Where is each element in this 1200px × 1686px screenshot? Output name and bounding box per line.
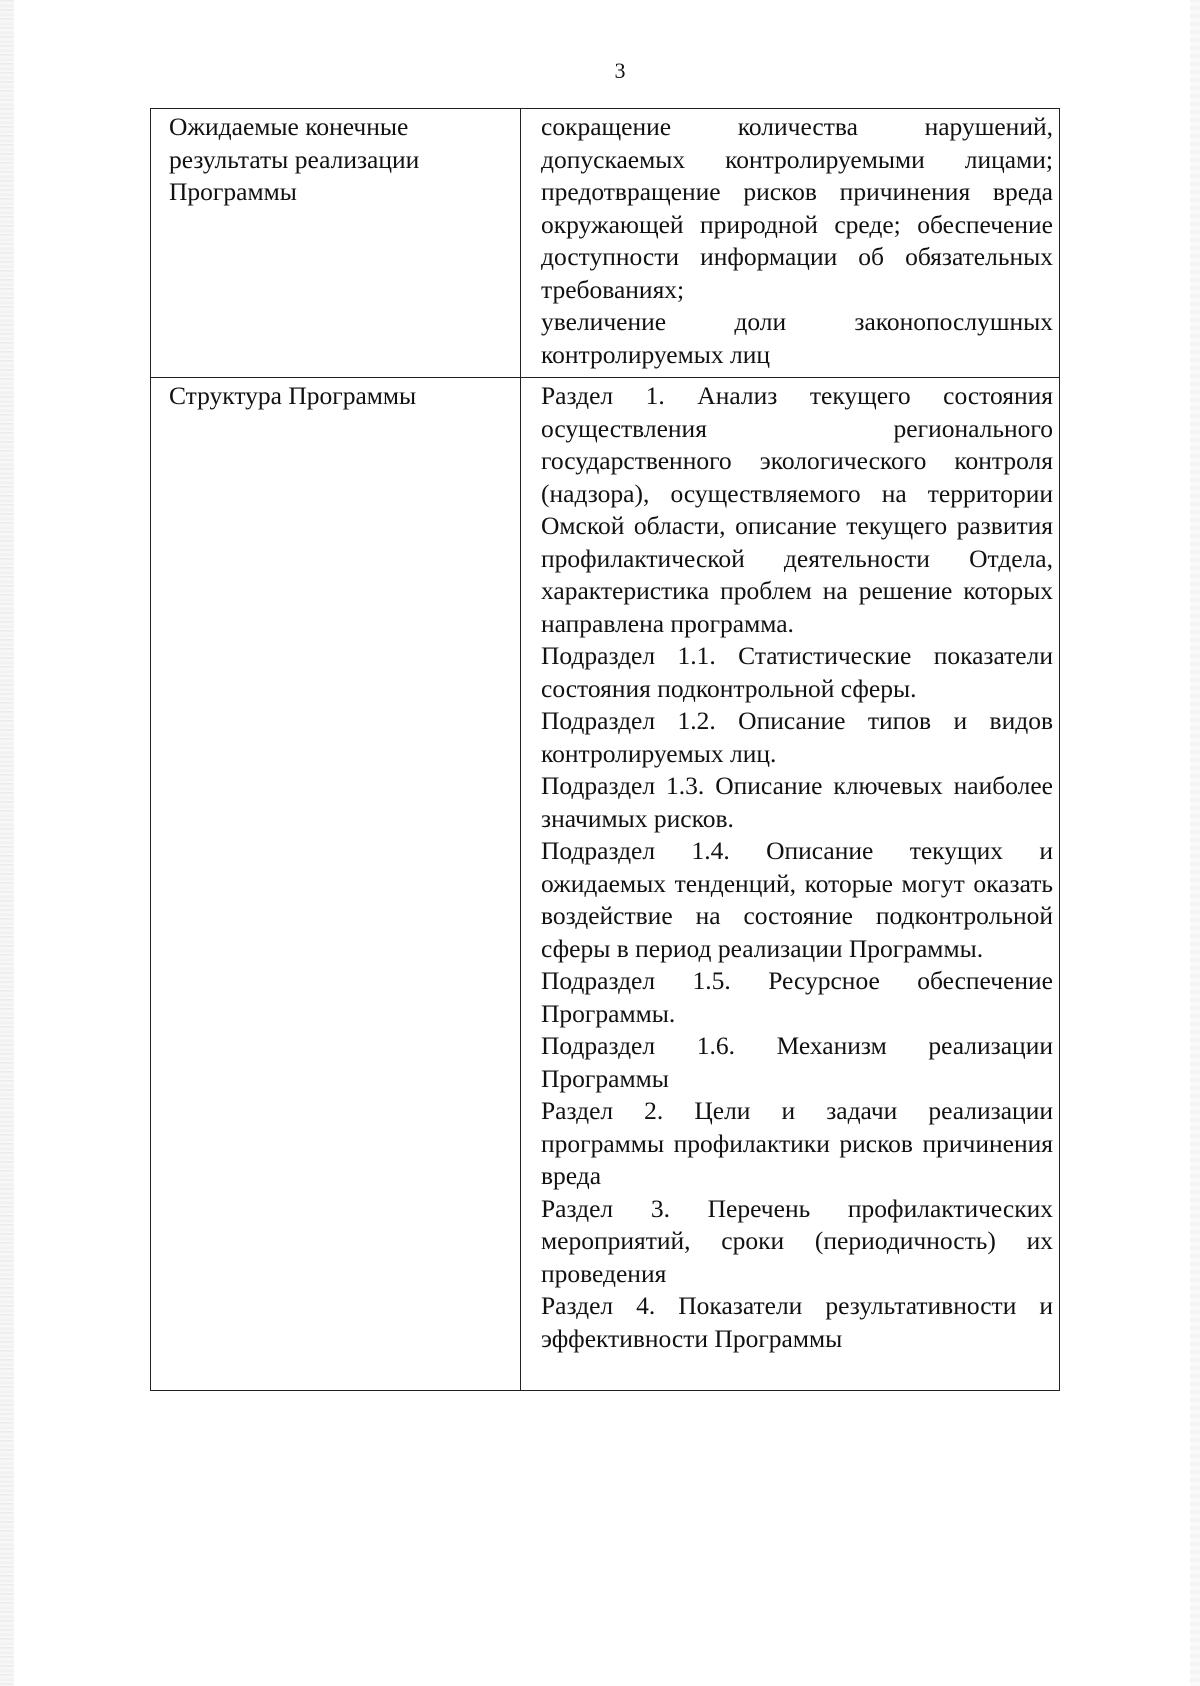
scan-edge-right xyxy=(1190,0,1200,1686)
content-paragraph: увеличение доли законопослушных контролируемых лиц xyxy=(541,307,1053,369)
page-number: 3 xyxy=(614,58,626,83)
section-4-item: Раздел 4. Показатели результативности и эффективности Программы xyxy=(541,1291,1053,1353)
row-label-expected-results: Ожидаемые конечные результаты реализации Программы xyxy=(151,109,521,378)
row-content-expected-results xyxy=(521,109,1060,378)
table-row-program-structure xyxy=(151,378,1060,1391)
subsection-1-4-item: Подраздел 1.4. Описание текущих и ожидаемых тенденций, которые могут оказать воздействие на состояние подконтрольной сферы в период реализации Программы. xyxy=(541,836,1053,963)
subsection-1-2-item: Подраздел 1.2. Описание типов и видов контролируемых лиц. xyxy=(541,706,1053,768)
section-3-item: Раздел 3. Перечень профилактических мероприятий, сроки (периодичность) их проведения xyxy=(541,1193,1053,1288)
scan-edge-left xyxy=(0,0,14,1686)
row-content-program-structure xyxy=(521,378,1060,1391)
program-passport-table xyxy=(150,108,1060,1391)
row-label-program-structure: Структура Программы xyxy=(151,378,521,1391)
subsection-1-1-item: Подраздел 1.1. Статистические показатели состояния подконтрольной сферы. xyxy=(541,641,1053,703)
subsection-1-3-item: Подраздел 1.3. Описание ключевых наиболее значимых рисков. xyxy=(541,771,1053,833)
table-row-expected-results xyxy=(151,109,1060,378)
section-2-item: Раздел 2. Цели и задачи реализации программы профилактики рисков причинения вреда xyxy=(541,1096,1053,1190)
subsection-1-5-item: Подраздел 1.5. Ресурсное обеспечение Программы. xyxy=(541,966,1053,1028)
subsection-1-6-item: Подраздел 1.6. Механизм реализации Программы xyxy=(541,1031,1053,1093)
section-1-item: Раздел 1. Анализ текущего состояния осуществления регионального государственного экологического контроля (надзора), осуществляемого на территории Омской области, описание текущего развития профилактической деятельности Отдела, характеристика проблем на решение которых направлена программа. xyxy=(541,381,1053,638)
content-paragraph: сокращение количества нарушений, допускаемых контролируемыми лицами; предотвращение рисков причинения вреда окружающей природной среде; обеспечение доступности информации об обязательных требованиях; xyxy=(541,112,1053,304)
